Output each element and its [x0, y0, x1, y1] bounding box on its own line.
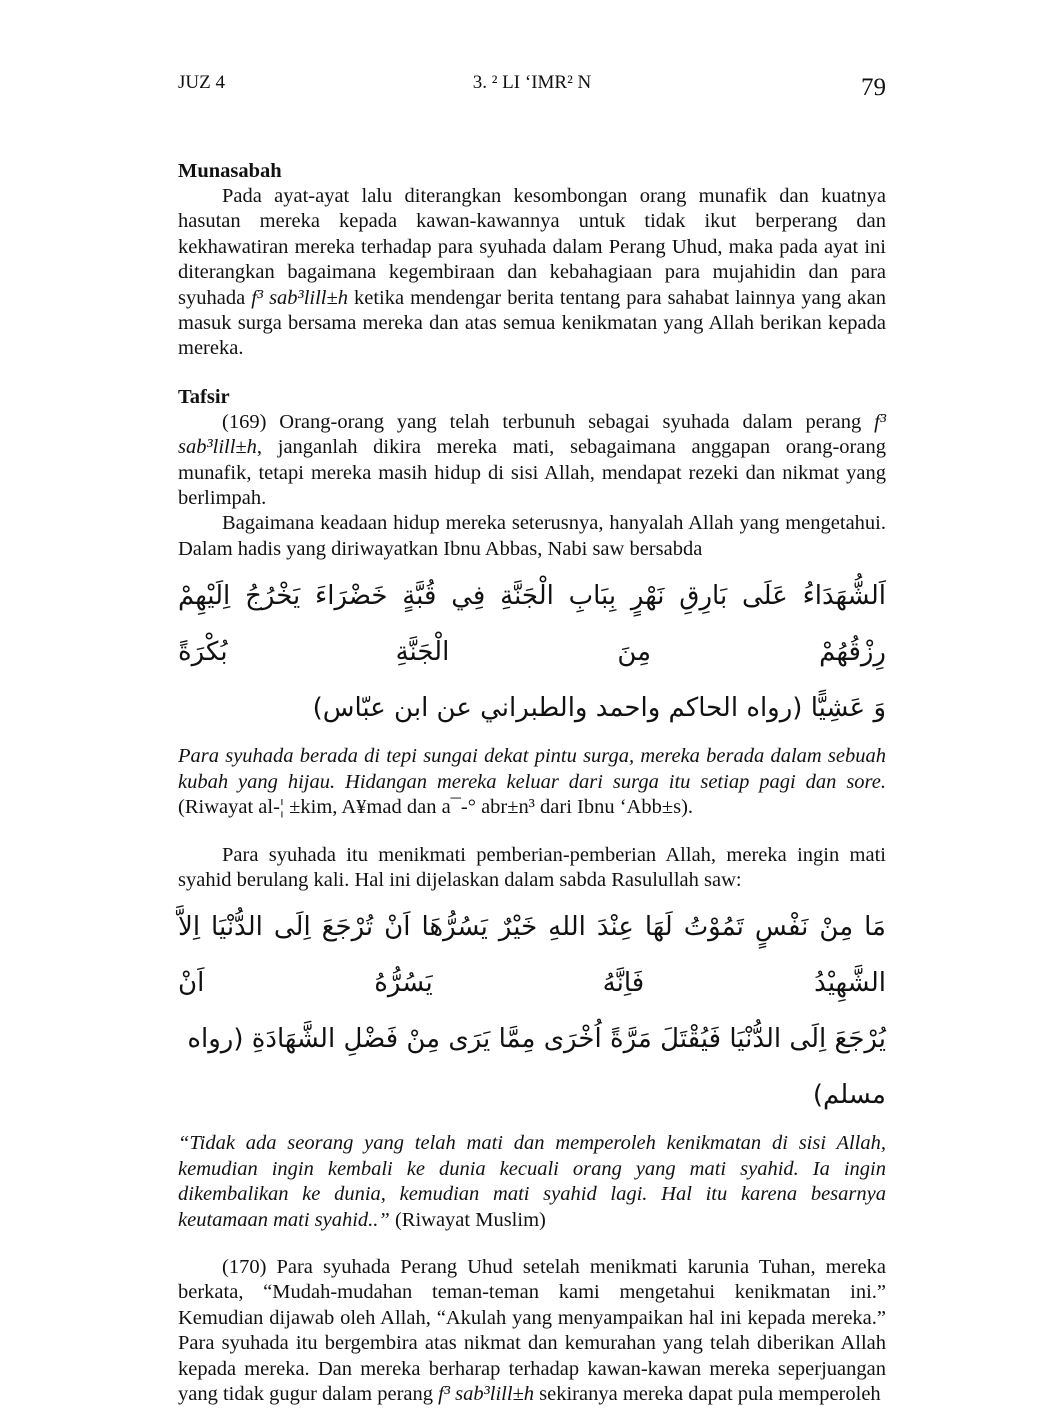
munasabah-heading: Munasabah — [178, 160, 282, 182]
hadith-1-source: (Riwayat al-¦ ±kim, A¥mad dan a¯-° abr±n³ dari Ibnu ‘Abb±s). — [178, 796, 694, 819]
transliteration-term: f³ sab³lill±h — [178, 410, 886, 459]
munasabah-text-start: Pada ayat-ayat lalu diterangkan kesombongan orang munafik dan kuatnya hasutan mereka kepada kawan-kawannya untuk tidak ikut berperang dan kekhawatiran mereka terhadap para syuhada dalam Perang Uhud, maka pada ayat ini diterangkan bagaimana kegembiraan dan kebahagiaan para mujahidin dan para syuhada — [178, 185, 886, 309]
verse-170-text-end: sekiranya mereka dapat pula memperoleh — [534, 1382, 881, 1405]
verse-169-text-end: , janganlah dikira mereka mati, sebagaimana anggapan orang-orang munafik, tetapi mereka masih hidup di sisi Allah, mendapat rezeki dan nikmat yang berlimpah. — [178, 436, 886, 510]
hadith-2-source: (Riwayat Muslim) — [389, 1208, 546, 1231]
surah-title: 3. ² LI ‘IMR² N — [472, 72, 592, 93]
hadith-1-translation — [178, 744, 886, 820]
transliteration-term: f³ sab³lill±h — [438, 1382, 535, 1405]
transliteration-term: f³ sab³lill±h — [251, 286, 348, 309]
verse-170-text-start: (170) Para syuhada Perang Uhud setelah menikmati karunia Tuhan, mereka berkata, “Mudah-mudahan teman-teman kami mengetahui kenikmatan ini.” Kemudian dijawab oleh Allah, “Akulah yang menyampaikan hal ini kepada mereka.” Para syuhada itu bergembira atas nikmat dan kemurahan yang telah diberikan Allah kepada mereka. Dan mereka berharap terhadap kawan-kawan mereka seperjuangan yang tidak gugur dalam perang — [178, 1255, 886, 1405]
verse-169-text-start: (169) Orang-orang yang telah terbunuh sebagai syuhada dalam perang — [222, 410, 875, 433]
munasabah-paragraph — [178, 184, 886, 362]
running-header — [178, 72, 886, 106]
hadith-2-translation — [178, 1131, 886, 1233]
hadith-1-translation-text: Para syuhada berada di tepi sungai dekat pintu surga, mereka berada dalam sebuah kubah yang hijau. Hidangan mereka keluar dari surga itu setiap pagi dan sore. — [178, 745, 886, 793]
tafsir-heading: Tafsir — [178, 385, 230, 408]
hadith-2-translation-text: “Tidak ada seorang yang telah mati dan memperoleh kenikmatan di sisi Allah, kemudian ingin kembali ke dunia kecuali orang yang mati syahid. Ia ingin dikembalikan ke dunia, kemudian mati syahid lagi. Hal itu karena besarnya keutamaan mati syahid..” — [178, 1132, 886, 1231]
arabic-hadith-2-line-1: مَا مِنْ نَفْسٍ تَمُوْتُ لَهَا عِنْدَ اللهِ خَيْرٌ يَسُرُّهَا اَنْ تُرْجَعَ اِلَى الدُّنْيَا اِلاَّ الشَّهِيْدُ فَاِنَّهُ يَسُرُّهُ اَنْ — [178, 912, 886, 999]
page-body — [178, 158, 886, 1407]
arabic-hadith-1-line-2: وَ عَشِيًّا (رواه الحاكم واحمد والطبراني عن ابن عبّاس) — [312, 693, 886, 724]
hadith-intro-paragraph: Bagaimana keadaan hidup mereka seterusnya, hanyalah Allah yang mengetahui. Dalam hadis yang diriwayatkan Ibnu Abbas, Nabi saw bersabda — [178, 512, 886, 560]
syahid-intro-paragraph: Para syuhada itu menikmati pemberian-pemberian Allah, mereka ingin mati syahid berulang kali. Hal ini dijelaskan dalam sabda Rasulullah saw: — [178, 843, 886, 891]
arabic-hadith-2-line-2: يُرْجَعَ اِلَى الدُّنْيَا فَيُقْتَلَ مَرَّةً اُخْرَى مِمَّا يَرَى مِنْ فَضْلِ الشَّهَادَةِ (رواه مسلم) — [187, 1024, 886, 1111]
verse-169-paragraph — [178, 410, 886, 512]
verse-170-paragraph — [178, 1255, 886, 1407]
munasabah-text-end: ketika mendengar berita tentang para sahabat lainnya yang akan masuk surga bersama mereka dan atas semua kenikmatan yang Allah berikan kepada mereka. — [178, 286, 886, 360]
page-number: 79 — [861, 74, 886, 101]
juz-label: JUZ 4 — [178, 72, 225, 93]
arabic-hadith-1-line-1: اَلشُّهَدَاءُ عَلَى بَارِقِ نَهْرٍ بِبَابِ الْجَنَّةِ فِي قُبَّةٍ خَضْرَاءَ يَخْرُجُ اِلَيْهِمْ رِزْقُهُمْ مِنَ الْجَنَّةِ بُكْرَةً — [178, 581, 886, 668]
